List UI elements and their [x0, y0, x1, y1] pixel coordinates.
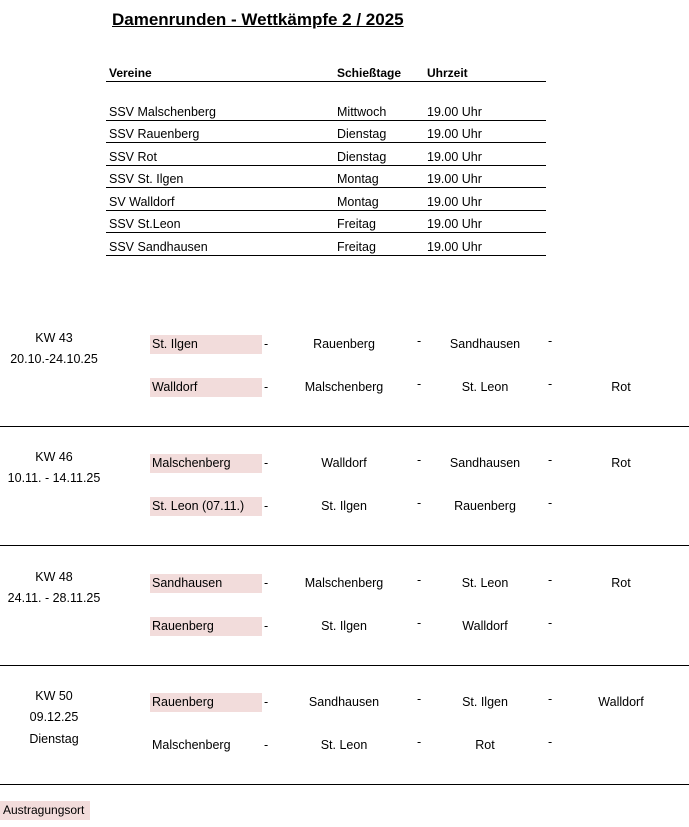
opponent-club: Rauenberg: [454, 499, 516, 513]
separator-dash: -: [548, 692, 553, 706]
club-day: Dienstag: [337, 149, 387, 164]
club-row: [106, 143, 546, 166]
opponent-club: Walldorf: [598, 695, 644, 709]
club-row: [106, 211, 546, 234]
opponent-club: St. Leon: [461, 576, 509, 590]
separator-dash: -: [417, 496, 422, 510]
club-name: SV Walldorf: [109, 194, 175, 209]
week-label: KW 50: [35, 689, 73, 703]
club-day: Freitag: [337, 217, 376, 231]
separator-dash: -: [264, 380, 269, 394]
section-divider: [0, 426, 689, 427]
club-row: [106, 121, 546, 144]
separator-dash: -: [417, 573, 422, 587]
separator-dash: -: [548, 735, 553, 749]
separator-dash: -: [417, 692, 422, 706]
week-label: KW 43: [35, 331, 73, 345]
separator-dash: -: [417, 616, 422, 630]
club-day: Dienstag: [337, 127, 387, 141]
opponent-club: St. Ilgen: [321, 499, 367, 513]
home-club: Malschenberg: [150, 454, 262, 473]
opponent-club: Sandhausen: [449, 456, 521, 470]
separator-dash: -: [548, 453, 553, 467]
home-club: Sandhausen: [150, 574, 262, 593]
opponent-club: Rot: [611, 456, 631, 470]
club-time: 19.00 Uhr: [427, 149, 482, 164]
club-time: 19.00 Uhr: [427, 217, 482, 231]
opponent-club: Walldorf: [321, 456, 367, 470]
opponent-club: Sandhausen: [308, 695, 380, 709]
separator-dash: -: [548, 334, 553, 348]
opponent-club: Rot: [611, 380, 631, 394]
club-time: 19.00 Uhr: [427, 239, 482, 254]
home-club: St. Ilgen: [150, 335, 262, 354]
club-name: SSV St. Ilgen: [109, 172, 184, 186]
separator-dash: -: [417, 377, 422, 391]
club-row: [106, 166, 546, 189]
separator-dash: -: [264, 576, 269, 590]
opponent-club: Sandhausen: [449, 337, 521, 351]
home-club: St. Leon (07.11.): [150, 497, 262, 516]
separator-dash: -: [548, 616, 553, 630]
header-uhrzeit: Uhrzeit: [427, 66, 468, 80]
club-time: 19.00 Uhr: [427, 172, 482, 186]
opponent-club: Rot: [475, 738, 495, 752]
section-divider: [0, 545, 689, 546]
header-vereine: Vereine: [109, 66, 152, 80]
opponent-club: Rot: [611, 576, 631, 590]
separator-dash: -: [548, 496, 553, 510]
opponent-club: Malschenberg: [304, 380, 384, 394]
opponent-club: St. Ilgen: [321, 619, 367, 633]
week-dates: 20.10.-24.10.25: [10, 352, 98, 366]
separator-dash: -: [417, 334, 422, 348]
club-name: SSV Rauenberg: [109, 127, 200, 141]
club-time: 19.00 Uhr: [427, 127, 482, 141]
separator-dash: -: [548, 573, 553, 587]
club-row: [106, 98, 546, 121]
opponent-club: St. Ilgen: [462, 695, 508, 709]
separator-dash: -: [264, 619, 269, 633]
home-club: Rauenberg: [150, 693, 262, 712]
club-name: SSV Sandhausen: [109, 239, 208, 254]
section-divider: [0, 665, 689, 666]
separator-dash: -: [264, 738, 269, 752]
separator-dash: -: [264, 695, 269, 709]
week-dates: 10.11. - 14.11.25: [7, 471, 101, 485]
home-club: Malschenberg: [152, 738, 231, 752]
separator-dash: -: [264, 337, 269, 351]
separator-dash: -: [417, 735, 422, 749]
club-time: 19.00 Uhr: [427, 194, 482, 209]
opponent-club: St. Leon: [461, 380, 509, 394]
week-label: KW 46: [35, 450, 73, 464]
clubs-table-header: [106, 63, 546, 82]
club-row: [106, 188, 546, 211]
week-label: KW 48: [35, 570, 73, 584]
header-schiesstage: Schießtage: [337, 66, 402, 80]
week-dates: 09.12.25: [29, 710, 79, 724]
club-name: SSV St.Leon: [109, 217, 181, 231]
page-title: Damenrunden - Wettkämpfe 2 / 2025: [112, 10, 404, 29]
separator-dash: -: [264, 456, 269, 470]
separator-dash: -: [548, 377, 553, 391]
opponent-club: Rauenberg: [313, 337, 375, 351]
club-row: [106, 233, 546, 256]
separator-dash: -: [264, 499, 269, 513]
legend-austragungsort: Austragungsort: [0, 801, 90, 820]
week-dates: 24.11. - 28.11.25: [7, 591, 101, 605]
club-day: Mittwoch: [337, 104, 387, 119]
separator-dash: -: [417, 453, 422, 467]
club-name: SSV Malschenberg: [109, 104, 217, 119]
opponent-club: Malschenberg: [304, 576, 384, 590]
home-club: Rauenberg: [150, 617, 262, 636]
home-club: Walldorf: [150, 378, 262, 397]
club-day: Freitag: [337, 239, 376, 254]
opponent-club: St. Leon: [320, 738, 368, 752]
club-time: 19.00 Uhr: [427, 104, 482, 119]
club-day: Montag: [337, 194, 379, 209]
section-divider: [0, 784, 689, 785]
club-name: SSV Rot: [109, 149, 157, 164]
clubs-table: [106, 63, 546, 256]
week-day-note: Dienstag: [29, 732, 79, 746]
club-day: Montag: [337, 172, 379, 186]
opponent-club: Walldorf: [462, 619, 508, 633]
